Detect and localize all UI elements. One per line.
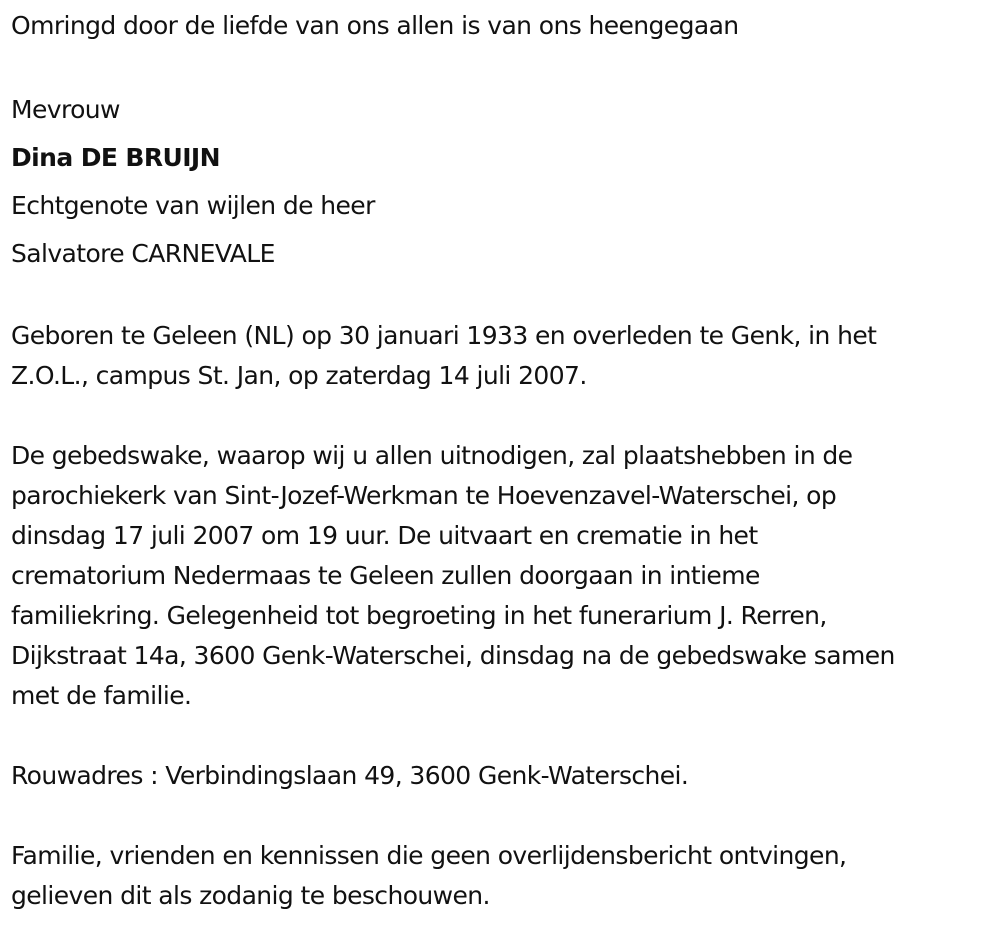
spacer [11,46,991,86]
paragraph-line: Z.O.L., campus St. Jan, op zaterdag 14 juli 2007. [11,361,587,390]
paragraph-line: dinsdag 17 juli 2007 om 19 uur. De uitvaart en crematie in het [11,521,758,550]
intro-text: Omringd door de liefde van ons allen is van ons heengegaan [11,11,739,40]
paragraph-line: Familie, vrienden en kennissen die geen overlijdensbericht ontvingen, [11,841,847,870]
paragraph-line: crematorium Nedermaas te Geleen zullen doorgaan in intieme [11,561,760,590]
paragraph-line: parochiekerk van Sint-Jozef-Werkman te Hoevenzavel-Waterschei, op [11,481,837,510]
paragraph-line: Geboren te Geleen (NL) op 30 januari 1933 en overleden te Genk, in het [11,321,877,350]
obituary-notice [11,6,991,916]
deceased-name: Dina DE BRUIJN [11,143,220,172]
spacer [11,716,991,756]
relation-line-1: Echtgenote van wijlen de heer [11,191,375,220]
paragraph-line: familiekring. Gelegenheid tot begroeting in het funerarium J. Rerren, [11,601,827,630]
mourning-address: Rouwadres : Verbindingslaan 49, 3600 Genk-Waterschei. [11,761,689,790]
birth-death-paragraph [11,316,991,396]
relation-line-2: Salvatore CARNEVALE [11,239,275,268]
closing-paragraph [11,836,991,916]
paragraph-line: Dijkstraat 14a, 3600 Genk-Waterschei, dinsdag na de gebedswake samen [11,641,895,670]
paragraph-line: De gebedswake, waarop wij u allen uitnodigen, zal plaatshebben in de [11,441,853,470]
address-paragraph [11,756,991,796]
deceased-block [11,86,991,278]
paragraph-line: met de familie. [11,681,192,710]
spacer [11,396,991,436]
paragraph-line: gelieven dit als zodanig te beschouwen. [11,881,490,910]
spacer [11,278,991,316]
salutation: Mevrouw [11,95,120,124]
ceremony-paragraph [11,436,991,716]
spacer [11,796,991,836]
